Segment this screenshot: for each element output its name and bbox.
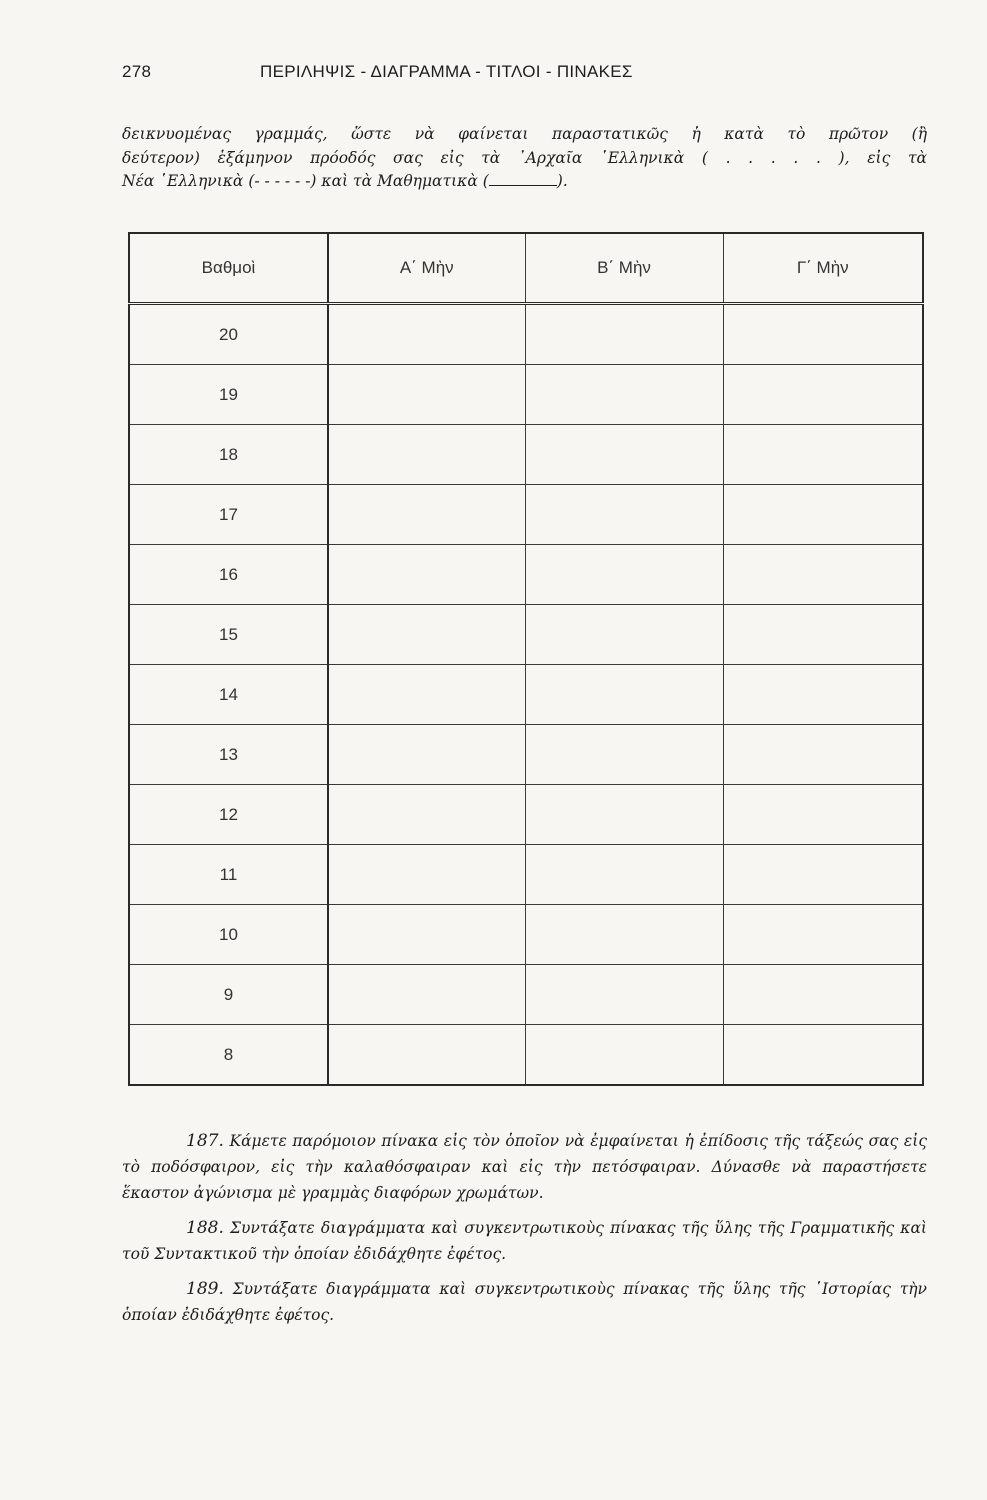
grade-rows: [129, 304, 923, 1086]
table-row: [129, 665, 923, 725]
month-b-cell: [525, 1025, 723, 1086]
grade-value: 14: [129, 665, 328, 725]
month-b-cell: [525, 485, 723, 545]
month-c-cell: [723, 485, 923, 545]
exercise-text: Συντάξατε διαγράμματα καὶ συγκεντρωτικοὺς πίνακας τῆς ὕλης τῆς Γραμματικῆς καὶ τοῦ Συντακτικοῦ τὴν ὁποίαν ἐδιδάχθητε ἐφέτος.: [122, 1219, 927, 1263]
solid-line-legend-blank: [489, 173, 557, 186]
month-a-cell: [328, 304, 525, 365]
grade-value: 8: [129, 1025, 328, 1086]
table-row: [129, 905, 923, 965]
exercise-number: 187.: [186, 1131, 224, 1151]
month-c-cell: [723, 605, 923, 665]
exercise-number: 188.: [186, 1218, 224, 1238]
month-a-cell: [328, 725, 525, 785]
grade-value: 11: [129, 845, 328, 905]
month-b-cell: [525, 785, 723, 845]
month-a-cell: [328, 965, 525, 1025]
header-month-c: Γ΄ Μὴν: [723, 233, 923, 304]
table-row: [129, 605, 923, 665]
grade-value: 13: [129, 725, 328, 785]
month-a-cell: [328, 1025, 525, 1086]
month-c-cell: [723, 665, 923, 725]
month-c-cell: [723, 365, 923, 425]
month-a-cell: [328, 425, 525, 485]
month-a-cell: [328, 605, 525, 665]
exercise-item: [122, 1215, 927, 1267]
month-c-cell: [723, 304, 923, 365]
table-row: [129, 304, 923, 365]
table-row: [129, 425, 923, 485]
page-number: 278: [122, 62, 152, 81]
month-b-cell: [525, 545, 723, 605]
table-row: [129, 485, 923, 545]
month-a-cell: [328, 365, 525, 425]
exercise-item: [122, 1276, 927, 1328]
grade-value: 18: [129, 425, 328, 485]
table-row: [129, 725, 923, 785]
table-row: [129, 365, 923, 425]
intro-line-3-start: Νέα ῾Ελληνικὰ (- - - - - -) καὶ τὰ Μαθηματικὰ (: [122, 172, 489, 190]
grade-value: 10: [129, 905, 328, 965]
grade-value: 17: [129, 485, 328, 545]
header-month-a: Α΄ Μὴν: [328, 233, 525, 304]
month-a-cell: [328, 845, 525, 905]
month-a-cell: [328, 785, 525, 845]
grade-value: 19: [129, 365, 328, 425]
exercise-text: Κάμετε παρόμοιον πίνακα εἰς τὸν ὁποῖον νὰ ἐμφαίνεται ἡ ἐπίδοσις τῆς τάξεώς σας εἰς τὸ ποδόσφαιρον, εἰς τὴν καλαθόσφαιραν καὶ εἰς τὴν πετόσφαιραν. Δύνασθε νὰ παραστήσετε ἕκαστον ἀγώνισμα μὲ γραμμὰς διαφόρων χρωμάτων.: [122, 1132, 927, 1202]
table-header-row: [129, 233, 923, 304]
month-c-cell: [723, 785, 923, 845]
intro-line-3-end: ).: [556, 172, 568, 190]
page-header: [120, 62, 930, 88]
month-c-cell: [723, 1025, 923, 1086]
intro-line-1: δεικνυομένας γραμμάς, ὥστε νὰ φαίνεται παραστατικῶς ἡ κατὰ τὸ πρῶτον (ἢ: [122, 125, 927, 143]
grade-value: 12: [129, 785, 328, 845]
exercise-item: [122, 1128, 927, 1206]
grade-value: 16: [129, 545, 328, 605]
grade-value: 15: [129, 605, 328, 665]
exercises-section: [122, 1128, 927, 1337]
exercise-number: 189.: [186, 1279, 224, 1299]
month-b-cell: [525, 304, 723, 365]
month-b-cell: [525, 365, 723, 425]
table-row: [129, 545, 923, 605]
header-grades: Βαθμοὶ: [129, 233, 328, 304]
grade-value: 9: [129, 965, 328, 1025]
month-b-cell: [525, 845, 723, 905]
grade-value: 20: [129, 304, 328, 365]
intro-line-2: δεύτερον) ἑξάμηνον πρόοδός σας εἰς τὰ ᾽Αρχαῖα ῾Ελληνικὰ ( . . . . . ), εἰς τὰ: [122, 148, 927, 167]
month-b-cell: [525, 965, 723, 1025]
table-row: [129, 845, 923, 905]
month-b-cell: [525, 905, 723, 965]
month-c-cell: [723, 905, 923, 965]
grade-chart-table: [128, 232, 924, 1086]
month-c-cell: [723, 965, 923, 1025]
month-a-cell: [328, 545, 525, 605]
table-row: [129, 1025, 923, 1086]
month-b-cell: [525, 605, 723, 665]
table-row: [129, 785, 923, 845]
month-c-cell: [723, 845, 923, 905]
month-c-cell: [723, 425, 923, 485]
month-b-cell: [525, 725, 723, 785]
exercise-text: Συντάξατε διαγράμματα καὶ συγκεντρωτικοὺς πίνακας τῆς ὕλης τῆς ῾Ιστορίας τὴν ὁποίαν ἐδιδάχθητε ἐφέτος.: [122, 1280, 927, 1324]
intro-line-3: [122, 170, 927, 194]
month-c-cell: [723, 725, 923, 785]
intro-paragraph: [122, 123, 927, 194]
month-a-cell: [328, 485, 525, 545]
month-c-cell: [723, 545, 923, 605]
month-a-cell: [328, 665, 525, 725]
month-a-cell: [328, 905, 525, 965]
table-row: [129, 965, 923, 1025]
month-b-cell: [525, 665, 723, 725]
month-b-cell: [525, 425, 723, 485]
header-month-b: Β΄ Μὴν: [525, 233, 723, 304]
running-title: ΠΕΡΙΛΗΨΙΣ - ΔΙΑΓΡΑΜΜΑ - ΤΙΤΛΟΙ - ΠΙΝΑΚΕΣ: [260, 62, 633, 81]
